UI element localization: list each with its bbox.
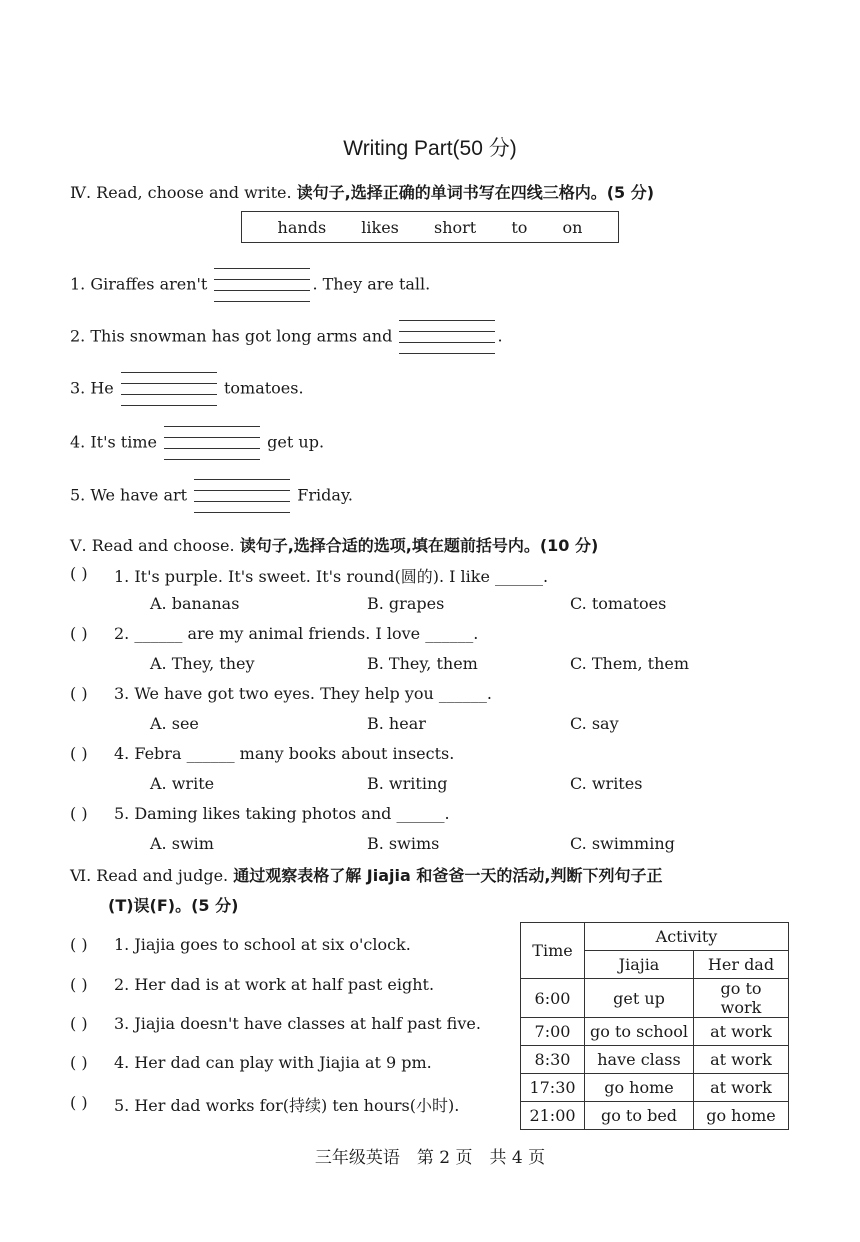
question-text: . They are tall.	[312, 274, 431, 294]
section-5-heading-zh: 读句子,选择合适的选项,填在题前括号内。(10 分)	[239, 536, 599, 555]
section-4-heading-en: Read, choose and write.	[96, 183, 292, 202]
option-b: B. hear	[367, 714, 426, 733]
question-text: 4. Her dad can play with Jiajia at 9 pm.	[114, 1053, 432, 1072]
section-6-heading-zh: 通过观察表格了解 Jiajia 和爸爸一天的活动,判断下列句子正	[233, 866, 663, 885]
table-row	[521, 1102, 789, 1130]
question-text: 2. This snowman has got long arms and	[70, 326, 393, 346]
question-text: 3. He	[70, 378, 114, 398]
option-a: A. swim	[150, 834, 214, 853]
writing-lines[interactable]	[399, 320, 495, 354]
dad-header: Her dad	[694, 951, 789, 979]
answer-bracket[interactable]: ( )	[70, 1093, 88, 1112]
word-bank-item: to	[511, 217, 528, 237]
writing-lines[interactable]	[121, 372, 217, 406]
section-4-number: Ⅳ.	[70, 183, 92, 202]
table-row	[521, 1018, 789, 1046]
time-cell: 8:30	[521, 1046, 585, 1074]
dad-cell: go to work	[694, 979, 789, 1018]
option-b: B. swims	[367, 834, 440, 853]
question-text: 2. Her dad is at work at half past eight.	[114, 975, 435, 994]
writing-lines[interactable]	[194, 479, 290, 513]
section-6-heading-zh-2: (T)误(F)。(5 分)	[108, 896, 239, 915]
writing-lines[interactable]	[164, 426, 260, 460]
answer-bracket[interactable]: ( )	[70, 975, 88, 994]
section-5-heading	[70, 533, 598, 556]
word-bank-item: short	[433, 217, 477, 237]
answer-bracket[interactable]: ( )	[70, 804, 88, 823]
question-text: 5. Her dad works for(持续) ten hours(小时).	[114, 1096, 460, 1115]
answer-bracket[interactable]: ( )	[70, 1014, 88, 1033]
jiajia-cell: have class	[585, 1046, 694, 1074]
word-bank-item: hands	[277, 217, 327, 237]
time-cell: 21:00	[521, 1102, 585, 1130]
answer-bracket[interactable]: ( )	[70, 1053, 88, 1072]
section-4-heading-zh: 读句子,选择正确的单词书写在四线三格内。(5 分)	[296, 183, 655, 202]
section-5-heading-en: Read and choose.	[91, 536, 235, 555]
question-4-3	[70, 372, 304, 406]
question-text: 2. ______ are my animal friends. I love ______.	[114, 624, 479, 643]
dad-cell: at work	[694, 1018, 789, 1046]
option-c: C. Them, them	[570, 654, 690, 673]
writing-lines[interactable]	[214, 268, 310, 302]
question-text: 3. Jiajia doesn't have classes at half past five.	[114, 1014, 481, 1033]
dad-cell: at work	[694, 1046, 789, 1074]
activity-header: Activity	[585, 923, 789, 951]
word-bank-item: on	[562, 217, 583, 237]
section-4-heading	[70, 180, 654, 203]
question-text: 1. It's purple. It's sweet. It's round(圆的). I like ______.	[114, 567, 549, 586]
option-c: C. say	[570, 714, 619, 733]
section-6-heading-cont	[108, 893, 238, 916]
section-6-heading-en: Read and judge.	[96, 866, 229, 885]
question-text: get up.	[267, 432, 325, 452]
question-text: Friday.	[297, 485, 353, 505]
option-b: B. writing	[367, 774, 448, 793]
question-4-2	[70, 320, 503, 354]
time-cell: 6:00	[521, 979, 585, 1018]
question-text: 4. Febra ______ many books about insects.	[114, 744, 455, 763]
jiajia-cell: go home	[585, 1074, 694, 1102]
dad-cell: go home	[694, 1102, 789, 1130]
option-c: C. writes	[570, 774, 643, 793]
section-6-heading	[70, 863, 662, 886]
question-text: 4. It's time	[70, 432, 157, 452]
word-bank-item: likes	[361, 217, 399, 237]
option-a: A. write	[150, 774, 215, 793]
dad-cell: at work	[694, 1074, 789, 1102]
question-4-5	[70, 479, 353, 513]
question-text: tomatoes.	[223, 378, 304, 398]
section-6-number: Ⅵ.	[70, 866, 92, 885]
time-cell: 7:00	[521, 1018, 585, 1046]
question-text: 3. We have got two eyes. They help you ______.	[114, 684, 493, 703]
table-row	[521, 1046, 789, 1074]
page-footer: 三年级英语 第 2 页 共 4 页	[314, 1148, 546, 1168]
time-header: Time	[521, 923, 585, 979]
answer-bracket[interactable]: ( )	[70, 624, 88, 643]
jiajia-header: Jiajia	[585, 951, 694, 979]
jiajia-cell: go to school	[585, 1018, 694, 1046]
option-a: A. see	[150, 714, 199, 733]
jiajia-cell: go to bed	[585, 1102, 694, 1130]
answer-bracket[interactable]: ( )	[70, 564, 88, 583]
option-a: A. bananas	[150, 594, 240, 613]
option-c: C. swimming	[570, 834, 675, 853]
question-4-4	[70, 426, 324, 460]
question-4-1	[70, 268, 430, 302]
option-c: C. tomatoes	[570, 594, 667, 613]
question-text: .	[497, 326, 503, 346]
jiajia-cell: get up	[585, 979, 694, 1018]
question-text: 5. We have art	[70, 485, 188, 505]
word-bank	[241, 211, 619, 243]
section-5-number: Ⅴ.	[70, 536, 87, 555]
question-text: 5. Daming likes taking photos and ______.	[114, 804, 450, 823]
question-text: 1. Giraffes aren't	[70, 274, 208, 294]
question-text: 1. Jiajia goes to school at six o'clock.	[114, 935, 411, 954]
answer-bracket[interactable]: ( )	[70, 744, 88, 763]
option-b: B. grapes	[367, 594, 445, 613]
option-a: A. They, they	[150, 654, 255, 673]
answer-bracket[interactable]: ( )	[70, 935, 88, 954]
option-b: B. They, them	[367, 654, 478, 673]
activity-table	[520, 922, 789, 1130]
time-cell: 17:30	[521, 1074, 585, 1102]
table-row	[521, 979, 789, 1018]
answer-bracket[interactable]: ( )	[70, 684, 88, 703]
page-title: Writing Part(50 分)	[343, 137, 517, 160]
table-row	[521, 1074, 789, 1102]
